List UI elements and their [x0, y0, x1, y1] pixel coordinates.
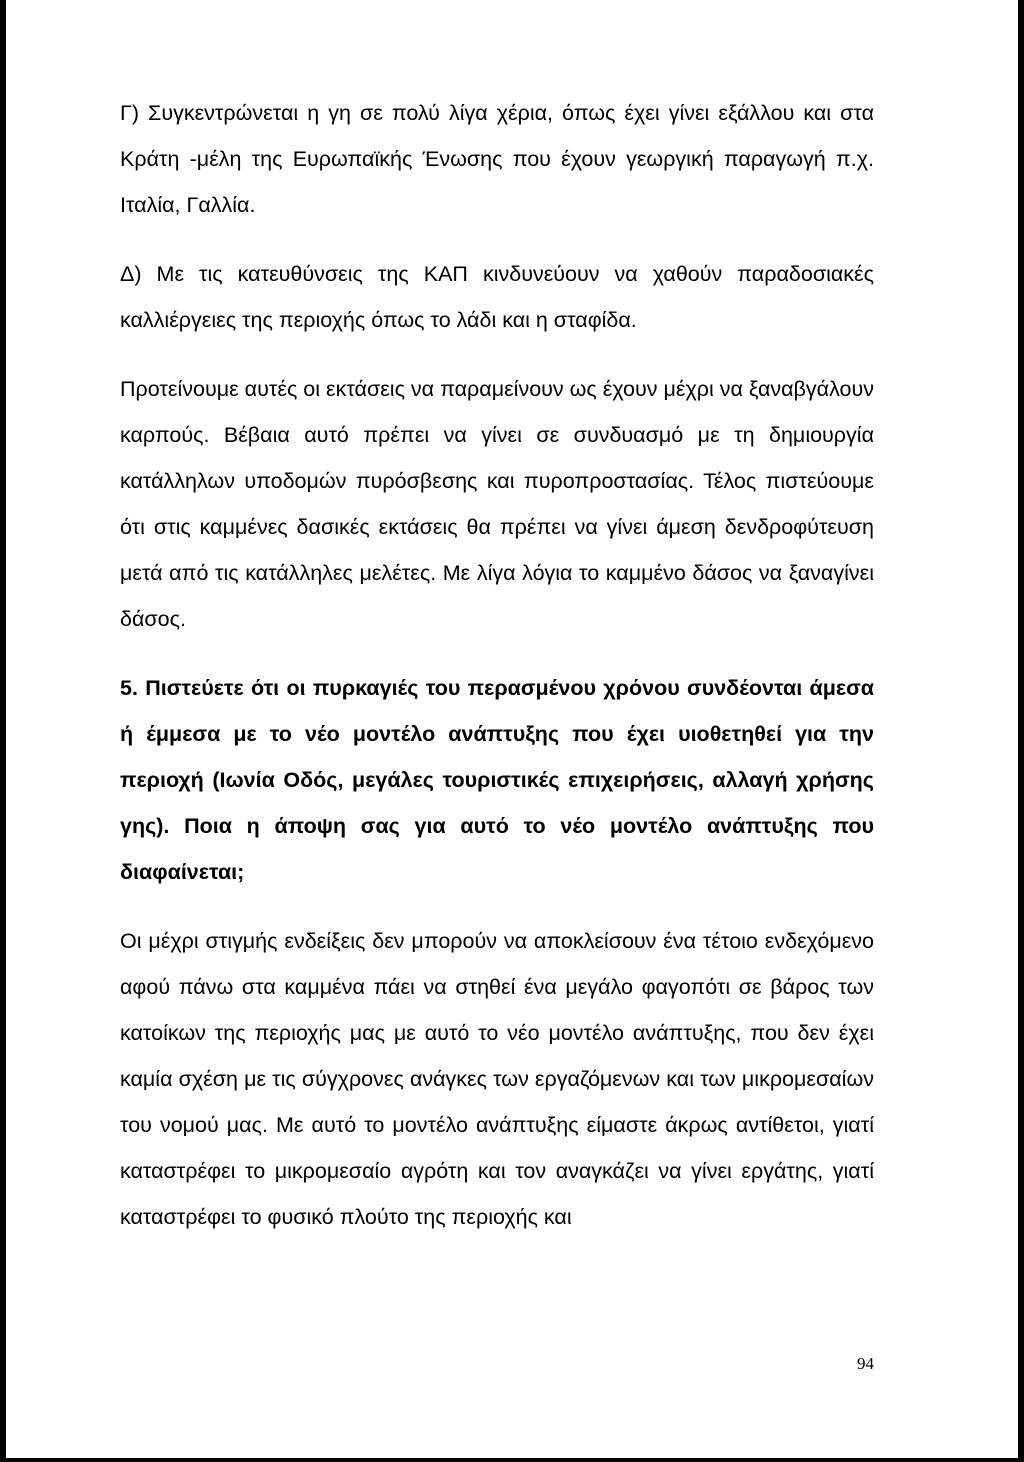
- scan-edge-left: [0, 0, 6, 1462]
- page-number: 94: [857, 1354, 874, 1373]
- document-body: [120, 90, 874, 1240]
- question-5: 5. Πιστεύετε ότι οι πυρκαγιές του περασμένου χρόνου συνδέονται άμεσα ή έμμεσα με το νέο μοντέλο ανάπτυξης που έχει υιοθετηθεί για την περιοχή (Ιωνία Οδός, μεγάλες τουριστικές επιχειρήσεις, αλλαγή χρήσης γης). Ποια η άποψη σας για αυτό το νέο μοντέλο ανάπτυξης που διαφαίνεται;: [120, 676, 874, 884]
- paragraph-proposal: Προτείνουμε αυτές οι εκτάσεις να παραμείνουν ως έχουν μέχρι να ξαναβγάλουν καρπούς. Βέβαια αυτό πρέπει να γίνει σε συνδυασμό με τη δημιουργία κατάλληλων υποδομών πυρόσβεσης και πυροπροστασίας. Τέλος πιστεύουμε ότι στις καμμένες δασικές εκτάσεις θα πρέπει να γίνει άμεση δενδροφύτευση μετά από τις κατάλληλες μελέτες. Με λίγα λόγια το καμμένο δάσος να ξαναγίνει δάσος.: [120, 377, 874, 631]
- paragraph-g: Γ) Συγκεντρώνεται η γη σε πολύ λίγα χέρια, όπως έχει γίνει εξάλλου και στα Κράτη -μέλη της Ευρωπαϊκής Ένωσης που έχουν γεωργική παραγωγή π.χ. Ιταλία, Γαλλία.: [120, 101, 874, 217]
- scan-edge-bottom: [0, 1458, 1024, 1462]
- scan-edge-right: [1018, 0, 1024, 1462]
- answer-5: Οι μέχρι στιγμής ενδείξεις δεν μπορούν να αποκλείσουν ένα τέτοιο ενδεχόμενο αφού πάνω στα καμμένα πάει να στηθεί ένα μεγάλο φαγοπότι σε βάρος των κατοίκων της περιοχής μας με αυτό το νέο μοντέλο ανάπτυξης, που δεν έχει καμία σχέση με τις σύγχρονες ανάγκες των εργαζόμενων και των μικρομεσαίων του νομού μας. Με αυτό το μοντέλο ανάπτυξης είμαστε άκρως αντίθετοι, γιατί καταστρέφει το μικρομεσαίο αγρότη και τον αναγκάζει να γίνει εργάτης, γιατί καταστρέφει το φυσικό πλούτο της περιοχής και: [120, 929, 874, 1229]
- paragraph-d: Δ) Με τις κατευθύνσεις της ΚΑΠ κινδυνεύουν να χαθούν παραδοσιακές καλλιέργειες της περιοχής όπως το λάδι και η σταφίδα.: [120, 262, 874, 332]
